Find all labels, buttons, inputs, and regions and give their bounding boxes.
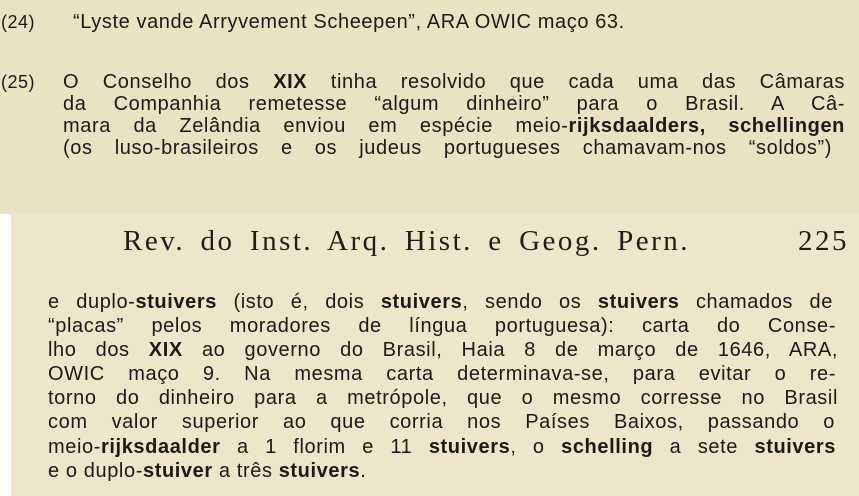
text-run: tinha resolvido que cada uma das Câmaras [307, 71, 845, 93]
text-run: mara da Zelândia enviou em espécie meio- [63, 115, 569, 137]
text-run: . [360, 460, 367, 482]
bold-term: XIX [273, 71, 308, 93]
text-run: lho dos [48, 339, 149, 361]
bold-term: stuivers [428, 436, 511, 458]
text-run: OWIC maço 9. Na mesma carta determinava-se, para evitar o re- [48, 363, 836, 385]
body-line [48, 410, 835, 434]
bold-term: stuivers [597, 291, 680, 313]
footnote-line [63, 136, 832, 160]
bold-term: stuivers [278, 460, 361, 482]
text-run: a 1 florim e 11 [220, 436, 429, 458]
footnote-line [63, 92, 845, 116]
footnote-number: (24) [1, 12, 36, 32]
bold-term: rijksdaalder [101, 436, 221, 458]
text-run: (isto é, dois [216, 291, 381, 313]
text-run: chamados de [679, 291, 833, 313]
text-run: e o duplo- [48, 460, 143, 482]
footnote-line [63, 70, 845, 94]
body-line [48, 459, 838, 483]
text-run: com valor superior ao que corria nos Países Baixos, passando o [48, 411, 835, 433]
body-line [48, 435, 836, 459]
bold-term: XIX [148, 339, 183, 361]
running-header: Rev. do Inst. Arq. Hist. e Geog. Pern. [123, 225, 690, 257]
footnote-line [63, 114, 845, 138]
bold-term: stuivers [380, 291, 463, 313]
text-run: da Companhia remetesse “algum dinheiro” para o Brasil. A Câ- [63, 93, 845, 115]
page-number: 225 [798, 225, 849, 257]
text-run: e duplo- [48, 291, 136, 313]
bold-term: rijksdaalders, schellingen [568, 115, 845, 137]
text-run: meio- [48, 436, 102, 458]
body-line [48, 386, 838, 410]
bold-term: stuivers [754, 436, 836, 458]
bold-term: stuiver [142, 460, 213, 482]
text-run: torno do dinheiro para a metrópole, que o mesmo corresse no Brasil [48, 387, 838, 409]
text-run: a três [212, 460, 279, 482]
text-run: ao governo do Brasil, Haia 8 de março de 1646, ARA, [182, 339, 838, 361]
footnote-line [73, 10, 843, 34]
bold-term: schelling [561, 436, 654, 458]
text-run: , sendo os [462, 291, 598, 313]
scan-margin [0, 214, 11, 496]
body-line [48, 362, 836, 386]
text-run: , o [510, 436, 562, 458]
text-run: (os luso-brasileiros e os judeus portugueses chamavam-nos “soldos”) [63, 137, 832, 159]
text-run: a sete [653, 436, 755, 458]
bold-term: stuivers [135, 291, 217, 313]
body-line [48, 290, 833, 314]
text-run: “placas” pelos moradores de língua portuguesa): carta do Conse- [48, 315, 836, 337]
text-run: O Conselho dos [63, 71, 274, 93]
body-line [48, 338, 838, 362]
footnote-number: (25) [1, 72, 36, 92]
body-line [48, 314, 836, 338]
text-run: “Lyste vande Arryvement Scheepen”, ARA OWIC maço 63. [73, 11, 625, 33]
